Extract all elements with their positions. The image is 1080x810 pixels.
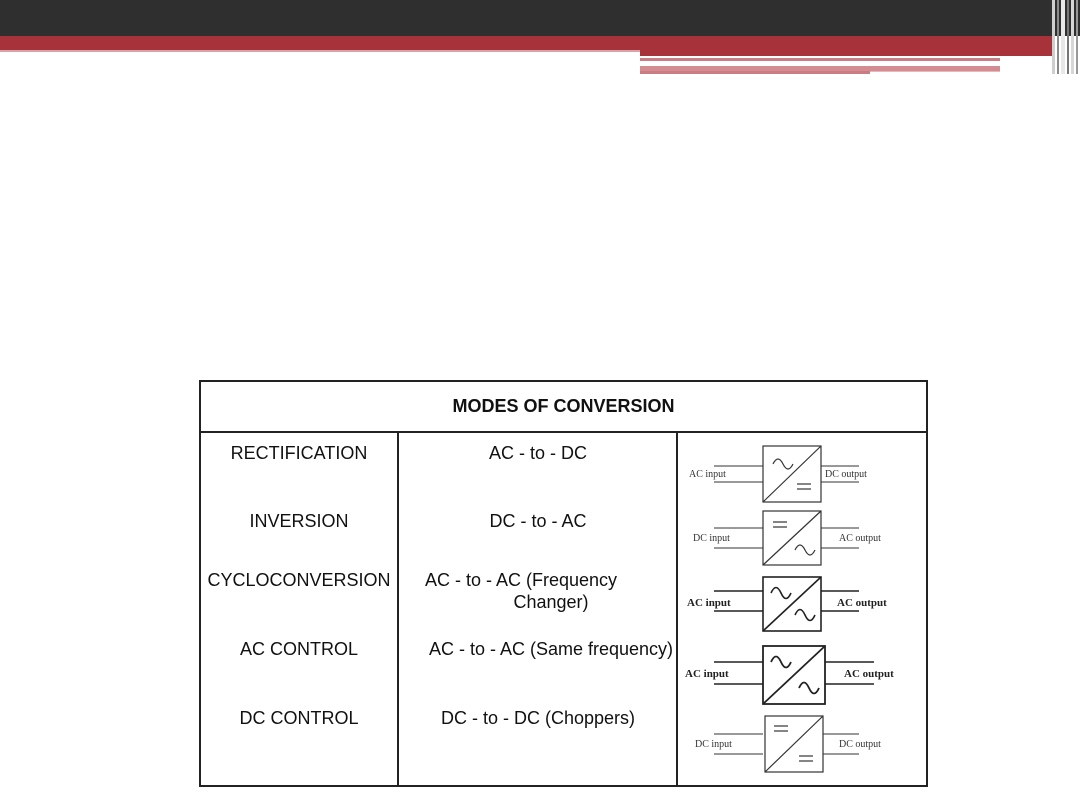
input-label: AC input (687, 597, 731, 609)
column-divider (397, 433, 399, 785)
description-cycloconversion-line2: Changer) (513, 592, 589, 612)
dc-chopper-block-diagram (679, 714, 928, 776)
cycloconverter-block-diagram (679, 575, 928, 635)
slide-accent-bar-right (640, 50, 1055, 56)
description-rectification: AC - to - DC (488, 443, 587, 463)
slide-accent-bar (0, 36, 1055, 50)
input-label: DC input (695, 739, 732, 750)
mode-ac-control: AC CONTROL (239, 639, 358, 659)
mode-rectification: RECTIFICATION (230, 443, 368, 463)
output-label: AC output (844, 668, 894, 680)
description-ac-control: AC - to - AC (Same frequency) (428, 639, 674, 659)
slide-accent-line (870, 71, 1000, 72)
inverter-block-diagram (679, 508, 928, 568)
table-title: MODES OF CONVERSION (201, 382, 926, 433)
input-label: DC input (693, 533, 730, 544)
input-label: AC input (689, 469, 726, 480)
description-dc-control: DC - to - DC (Choppers) (440, 708, 636, 728)
rectifier-block-diagram (679, 444, 928, 504)
output-label: AC output (839, 533, 881, 544)
slide-accent-line (640, 58, 1000, 61)
modes-of-conversion-table (199, 380, 928, 787)
slide-corner-stripes (1050, 0, 1080, 74)
description-cycloconversion-line1: AC - to - AC (Frequency (424, 570, 618, 590)
output-label: DC output (839, 739, 881, 750)
slide-accent-line (640, 71, 870, 74)
slide-accent-line (0, 50, 640, 52)
output-label: AC output (837, 597, 887, 609)
mode-dc-control: DC CONTROL (239, 708, 359, 728)
column-divider (676, 433, 678, 785)
output-label: DC output (825, 469, 867, 480)
mode-cycloconversion: CYCLOCONVERSION (207, 570, 391, 590)
mode-inversion: INVERSION (249, 511, 349, 531)
description-inversion: DC - to - AC (489, 511, 587, 531)
input-label: AC input (685, 668, 729, 680)
ac-controller-block-diagram (679, 644, 928, 708)
slide-title-bar (0, 0, 1080, 36)
